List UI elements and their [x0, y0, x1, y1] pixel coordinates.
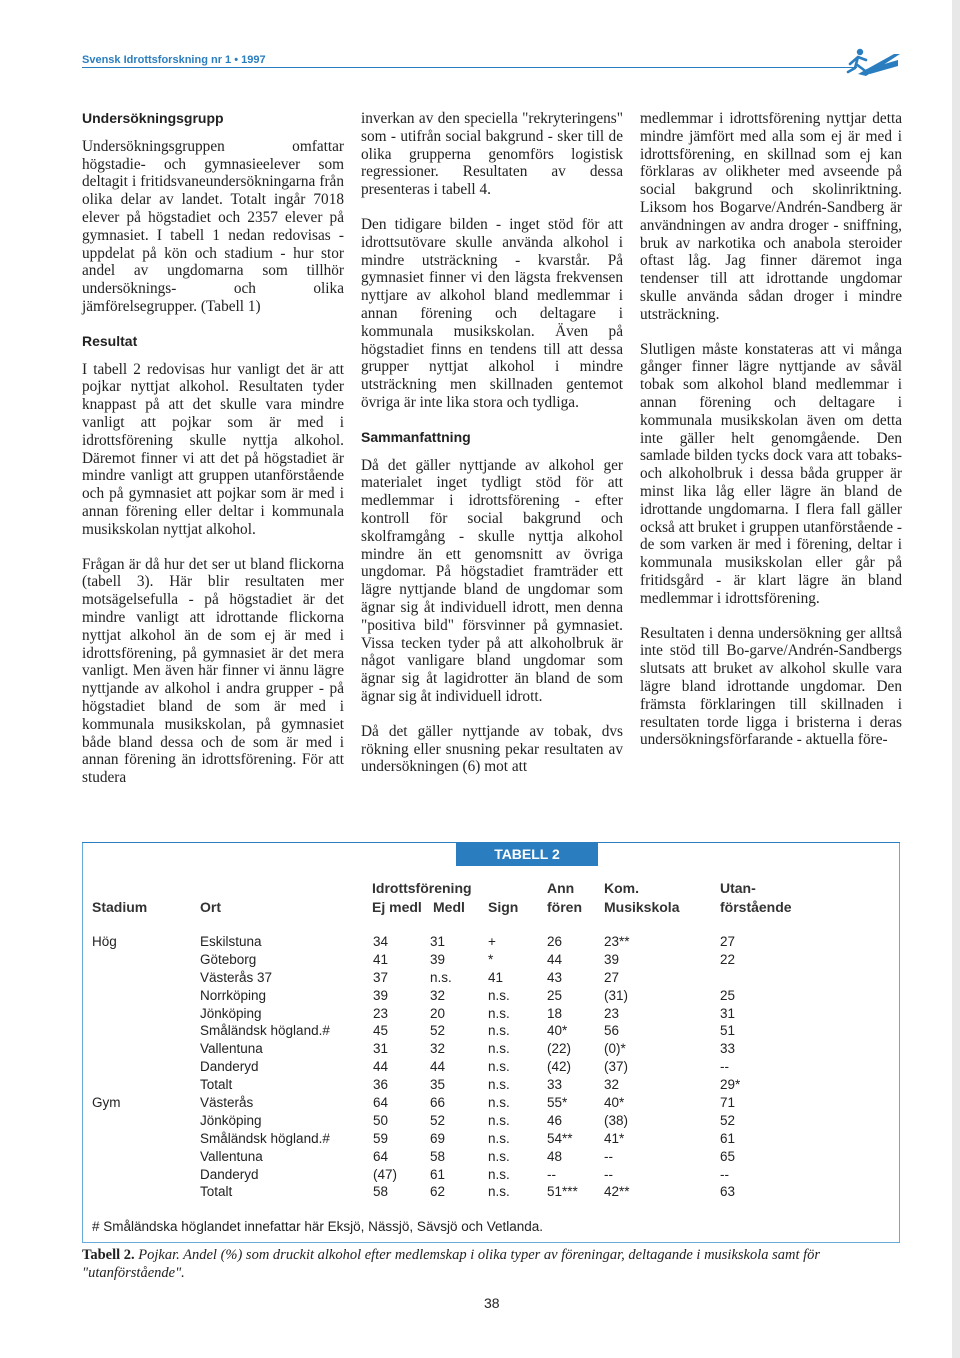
table-row: [92, 1059, 892, 1077]
cell-ann-foren: 55*: [547, 1095, 568, 1111]
cell-utanforstaende: 29*: [720, 1077, 741, 1093]
paragraph: Slutligen måste konstateras att vi många gånger finner lägre nyttjande av såväl tobak som alkohol bland medlemmar i annan förening och deltagare i kommunala musikskolan även om detta inte gäller helt genomgående. Den samlade bilden tycks dock vara att tobaks- och alkoholbruk i dessa båda grupper är minst lika låg eller lägre än bland de idrottande ungdomarna. I flera fall gäller också att bruket i gruppen utanförstående - de som varken är med i förening, deltar i kommunala musikskolan eller går på fritidsgård - är klart lägre än bland medlemmar i idrottsförening.: [640, 340, 902, 607]
cell-utanforstaende: 33: [720, 1041, 736, 1057]
paragraph: inverkan av den speciella "rekryteringens" som - utifrån social bakgrund - sker till de olika grupperna genomförs logistisk regressioner. Resultaten av dessa presenteras i tabell 4.: [361, 110, 623, 199]
cell-sign: n.s.: [488, 1023, 510, 1039]
cell-utanforstaende: 27: [720, 934, 736, 949]
cell-ann-foren: 25: [547, 987, 563, 1003]
table-row: [92, 1131, 892, 1149]
section-heading-sammanfattning: Sammanfattning: [361, 428, 471, 445]
cell-utanforstaende: 51: [720, 1023, 736, 1039]
cell-medl: 58: [430, 1148, 446, 1164]
column-2: [361, 110, 623, 793]
cell-medl: 62: [430, 1184, 446, 1200]
cell-ort: Vallentuna: [200, 1148, 263, 1164]
cell-kom-musikskola: 56: [604, 1023, 620, 1039]
cell-sign: n.s.: [488, 1059, 510, 1075]
table-row: [92, 1184, 892, 1202]
journal-logo-icon: [844, 44, 900, 80]
cell-kom-musikskola: --: [604, 1148, 613, 1164]
cell-kom-musikskola: (0)*: [604, 1041, 626, 1057]
header-ann: Ann: [547, 880, 575, 896]
journal-title: Svensk Idrottsforskning nr 1 • 1997: [82, 54, 266, 66]
cell-medl: 39: [430, 951, 446, 967]
cell-kom-musikskola: 42**: [604, 1184, 630, 1200]
header-forstaende: förstående: [720, 899, 792, 915]
cell-utanforstaende: 52: [720, 1112, 736, 1128]
paragraph: medlemmar i idrottsförening nyttjar detta mindre jämfört med alla som ej är med i idrottsförening, en skillnad som ej kan förklaras av olikheter med avseende på social bakgrund och skolinriktning. Liksom hos Bogarve/Andrén-Sandberg är användningen av andra droger - sniffning, bruk av narkotika och anabola steroider oftast låg. Jag finner däremot inga tendenser till att idrottande ungdomar skulle använda sådan droger i mindre utsträckning.: [640, 110, 902, 323]
cell-ej-medl: (47): [373, 1166, 398, 1182]
header-ej-medl: Ej medl: [372, 899, 422, 915]
header-kom: Kom.: [604, 880, 639, 896]
header-sign: Sign: [488, 899, 519, 915]
cell-ort: Västerås 37: [200, 969, 273, 985]
paragraph: Då det gäller nyttjande av tobak, dvs rökning eller snusning pekar resultaten av undersökningen (6) mot att: [361, 722, 623, 776]
cell-sign: n.s.: [488, 1112, 510, 1128]
header-idrottsforening: Idrottsförening: [372, 880, 472, 896]
cell-ort: Eskilstuna: [200, 934, 262, 949]
cell-ort: Vallentuna: [200, 1041, 263, 1057]
cell-sign: n.s.: [488, 1095, 510, 1111]
cell-utanforstaende: --: [720, 1166, 729, 1182]
paragraph: Resultaten i denna undersökning ger alltså inte stöd till Bo-garve/Andrén-Sandbergs slutsats att bruket av alkohol skulle vara lägre bland idrottande ungdomar. Den främsta förklaringen till skillnaden i resultaten torde ligga i bristerna i deras undersökningsförfarande - aktuella före-: [640, 624, 902, 749]
cell-ort: Totalt: [200, 1077, 233, 1093]
cell-ej-medl: 41: [373, 951, 389, 967]
paragraph: Frågan är då hur det ser ut bland flickorna (tabell 3). Här blir resultaten mer motsägelsefulla - på högstadiet är det mindre vanligt att idrottande flickorna nyttjat alkohol än de som ej är med i idrottsförening, på gymnasiet är det mera vanligt. Men även här finner vi ännu lägre nyttjande av alkohol i andra grupper - på högstadiet bland de som är med i kommunala musikskolan, på gymnasiet både bland dessa och de som är med i annan förening än idrottsförening. För att studera: [82, 555, 344, 787]
cell-ort: Jönköping: [200, 1112, 262, 1128]
cell-sign: n.s.: [488, 1041, 510, 1057]
cell-utanforstaende: --: [720, 1059, 729, 1075]
table-footnote: # Småländska höglandet innefattar här Eksjö, Nässjö, Sävsjö och Vetlanda.: [92, 1219, 544, 1234]
cell-ej-medl: 36: [373, 1077, 389, 1093]
cell-utanforstaende: 31: [720, 1005, 736, 1021]
column-1: [82, 110, 344, 804]
paragraph: Den tidigare bilden - inget stöd för att idrottsutövare skulle använda alkohol i mindre utsträckning - kvarstår. På gymnasiet finner vi den lägsta frekvensen nyttjare av alkohol bland medlemmar i annan förening och deltagare i kommunala musikskolan. Även på högstadiet finns en tendens till att dessa grupper nyttjat alkohol i mindre utsträckning men skillnaden gentemot övriga är inte lika stora och tydliga.: [361, 215, 623, 411]
cell-medl: 61: [430, 1166, 446, 1182]
header-medl: Medl: [433, 899, 465, 915]
cell-ann-foren: 18: [547, 1005, 563, 1021]
cell-ann-foren: 40*: [547, 1023, 568, 1039]
cell-kom-musikskola: 23**: [604, 934, 630, 949]
cell-utanforstaende: 71: [720, 1095, 736, 1111]
cell-sign: *: [488, 951, 494, 967]
cell-kom-musikskola: 41*: [604, 1130, 625, 1146]
cell-ort: Danderyd: [200, 1166, 259, 1182]
cell-ort: Jönköping: [200, 1005, 262, 1021]
table-row: [92, 988, 892, 1006]
cell-ann-foren: (42): [547, 1059, 572, 1075]
cell-medl: 31: [430, 934, 446, 949]
cell-ort: Småländsk högland.#: [200, 1023, 330, 1039]
cell-sign: n.s.: [488, 1148, 510, 1164]
cell-medl: 32: [430, 987, 446, 1003]
cell-medl: 69: [430, 1130, 446, 1146]
caption-label: Tabell 2.: [82, 1247, 135, 1263]
cell-kom-musikskola: 27: [604, 969, 620, 985]
table-row: [92, 1113, 892, 1131]
header-stadium: Stadium: [92, 899, 148, 915]
section-heading-undersokningsgrupp: Undersökningsgrupp: [82, 110, 224, 126]
cell-kom-musikskola: 32: [604, 1077, 620, 1093]
cell-ann-foren: 51***: [547, 1184, 578, 1200]
cell-ann-foren: 54**: [547, 1130, 573, 1146]
table-row: [92, 970, 892, 988]
cell-ej-medl: 64: [373, 1095, 389, 1111]
cell-ort: Norrköping: [200, 987, 267, 1003]
cell-ej-medl: 59: [373, 1130, 389, 1146]
cell-ann-foren: --: [547, 1166, 556, 1182]
table-title-bar: [82, 842, 900, 867]
cell-medl: 44: [430, 1059, 446, 1075]
cell-ej-medl: 31: [373, 1041, 389, 1057]
cell-ej-medl: 64: [373, 1148, 389, 1164]
table-row: [92, 1023, 892, 1041]
cell-utanforstaende: 25: [720, 987, 736, 1003]
cell-ej-medl: 45: [373, 1023, 389, 1039]
cell-kom-musikskola: 39: [604, 951, 620, 967]
cell-ann-foren: 46: [547, 1112, 563, 1128]
cell-ort: Totalt: [200, 1184, 233, 1200]
cell-ej-medl: 23: [373, 1005, 389, 1021]
paragraph: Undersökningsgruppen omfattar högstadie- och gymnasieelever som deltagit i fritidsvaneundersökningarna från olika delar av landet. Totalt ingår 7018 elever på högstadiet och 2357 elever på gymnasiet. I tabell 1 nedan redovisas - uppdelat på kön och stadium - hur stor andel av ungdomarna som tillhör undersöknings- och olika jämförelsegrupper. (Tabell 1): [82, 137, 344, 315]
paragraph: I tabell 2 redovisas hur vanligt det är att pojkar nyttjat alkohol. Resultaten tyder knappast på att det skulle vara mindre vanligt att pojkar som är med i idrottsförening skulle nyttja alkohol. Däremot finner vi att det på högstadiet är mindre vanligt att gruppen utanförstående och på gymnasiet att pojkar som är med i annan förening eller deltar i kommunala musikskolan nyttjat alkohol.: [82, 360, 344, 538]
cell-medl: 52: [430, 1023, 446, 1039]
cell-ej-medl: 58: [373, 1184, 389, 1200]
table-row: [92, 952, 892, 970]
page-number: 38: [484, 1295, 500, 1311]
header-ort: Ort: [200, 899, 221, 915]
table-row: [92, 1149, 892, 1167]
cell-kom-musikskola: (31): [604, 987, 629, 1003]
cell-ann-foren: 43: [547, 969, 563, 985]
column-3: [640, 110, 902, 766]
cell-kom-musikskola: (38): [604, 1112, 629, 1128]
cell-medl: 52: [430, 1112, 446, 1128]
cell-kom-musikskola: 23: [604, 1005, 620, 1021]
cell-medl: 66: [430, 1095, 446, 1111]
cell-ej-medl: 34: [373, 934, 389, 949]
paragraph: Då det gäller nyttjande av alkohol ger materialet inget tydligt stöd för att medlemmar i idrottsförening - efter kontroll för social bakgrund och skolframgång - skulle nyttja alkohol mindre än ett genomsnitt av övriga ungdomar. På högstadiet framträder ett lägre nyttjande bland de ungdomar som ägnar sig åt individuell idrott, men denna "positiva bild" försvinner på gymnasiet. Vissa tecken tyder på att alkoholbruk är något vanligare bland ungdomar som ägnar sig åt lagidrotter än bland de som ägnar sig åt individuell idrott.: [361, 456, 623, 705]
cell-sign: n.s.: [488, 1184, 510, 1200]
cell-utanforstaende: 61: [720, 1130, 736, 1146]
cell-ej-medl: 39: [373, 987, 389, 1003]
page-edge: [952, 0, 960, 1358]
running-header: [82, 52, 900, 82]
cell-ort: Danderyd: [200, 1059, 259, 1075]
table-row: [92, 1041, 892, 1059]
cell-ej-medl: 44: [373, 1059, 389, 1075]
cell-ej-medl: 50: [373, 1112, 389, 1128]
cell-kom-musikskola: 40*: [604, 1095, 625, 1111]
cell-ann-foren: 44: [547, 951, 563, 967]
table-caption: [82, 1246, 900, 1282]
cell-ann-foren: 26: [547, 934, 563, 949]
cell-utanforstaende: 63: [720, 1184, 736, 1200]
cell-sign: n.s.: [488, 1077, 510, 1093]
cell-ort: Västerås: [200, 1095, 254, 1111]
cell-ann-foren: 48: [547, 1148, 563, 1164]
header-foren: fören: [547, 899, 582, 915]
table-row: [92, 1006, 892, 1024]
header-musikskola: Musikskola: [604, 899, 680, 915]
cell-medl: n.s.: [430, 969, 452, 985]
cell-ej-medl: 37: [373, 969, 389, 985]
header-rule: [82, 67, 857, 68]
cell-stadium: Gym: [92, 1095, 121, 1111]
cell-stadium: Hög: [92, 934, 117, 949]
cell-kom-musikskola: --: [604, 1166, 613, 1182]
cell-ort: Göteborg: [200, 951, 257, 967]
cell-sign: n.s.: [488, 987, 510, 1003]
cell-sign: 41: [488, 969, 504, 985]
cell-sign: n.s.: [488, 1130, 510, 1146]
table-row: [92, 1077, 892, 1095]
cell-medl: 20: [430, 1005, 446, 1021]
cell-ort: Småländsk högland.#: [200, 1130, 330, 1146]
cell-utanforstaende: 65: [720, 1148, 736, 1164]
table-row: [92, 1095, 892, 1113]
header-utan: Utan-: [720, 880, 756, 896]
cell-sign: n.s.: [488, 1166, 510, 1182]
cell-sign: n.s.: [488, 1005, 510, 1021]
cell-sign: +: [488, 934, 496, 949]
caption-text: Pojkar. Andel (%) som druckit alkohol efter medlemskap i olika typer av föreningar, deltagande i musikskola samt för "utanförstående".: [82, 1247, 821, 1281]
cell-ann-foren: 33: [547, 1077, 563, 1093]
section-heading-resultat: Resultat: [82, 332, 138, 349]
table-body: [92, 934, 892, 1202]
cell-ann-foren: (22): [547, 1041, 572, 1057]
table-row: [92, 1167, 892, 1185]
cell-kom-musikskola: (37): [604, 1059, 629, 1075]
table-title: TABELL 2: [456, 842, 598, 866]
table-row: [92, 934, 892, 952]
cell-utanforstaende: 22: [720, 951, 736, 967]
cell-medl: 32: [430, 1041, 446, 1057]
cell-medl: 35: [430, 1077, 446, 1093]
